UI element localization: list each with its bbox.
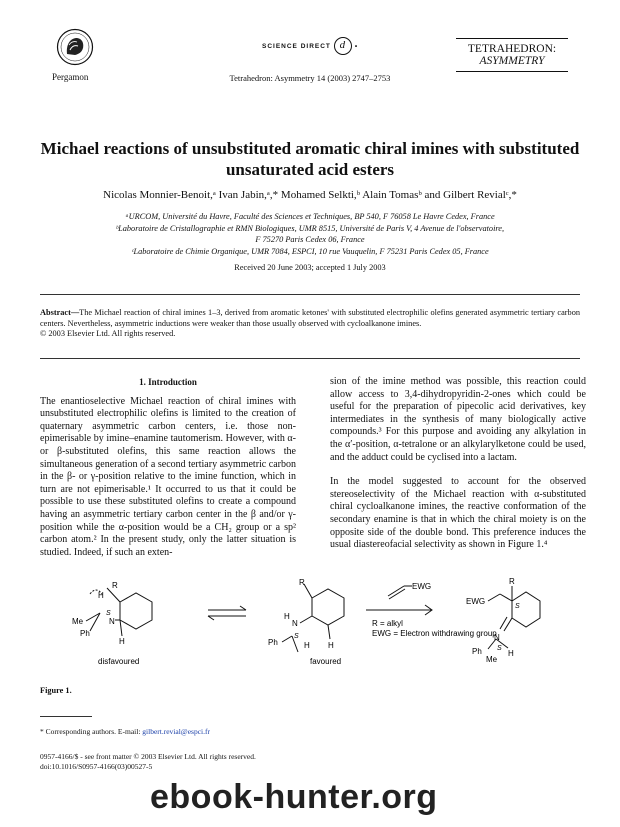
fig-label-Ph: Ph (80, 629, 90, 638)
fig-label-H: H (119, 637, 125, 646)
footnote-divider (40, 716, 92, 717)
affiliation-a: ᵃURCOM, Université du Havre, Faculté des Sciences et Techniques, BP 540, F 76058 Le Havre Cedex, France (125, 212, 495, 221)
fig-label-S: S (294, 633, 299, 640)
fig-label-disfavoured: disfavoured (98, 657, 140, 666)
abstract (40, 308, 580, 340)
copyright: © 2003 Elsevier Ltd. All rights reserved. (40, 329, 176, 339)
journal-title-box (456, 38, 568, 72)
sciencedirect-logo-text: SCIENCE DIRECT (262, 42, 331, 50)
cyclohexene-ring-favoured (312, 589, 344, 625)
abstract-label: Abstract— (40, 308, 80, 317)
fig-label-S: S (106, 610, 111, 617)
paragraph: In the model suggested to account for the observed stereoselectivity of the Michael reaction with α-substituted chiral cycloalkanone imines, the reactive conformation of the secondary enamine is that in which the chiral moiety is on the opposite side of the double bond. This preference induces the usual diastereofacial selectivity as shown in Figure 1.⁴ (330, 476, 586, 551)
section-title: 1. Introduction (139, 377, 197, 387)
watermark-text: ebook-hunter.org (150, 778, 438, 816)
fig-label-S: S (497, 645, 502, 652)
received-dates: Received 20 June 2003; accepted 1 July 2003 (234, 263, 386, 272)
fig-condition-EWG: EWG = Electron withdrawing group (372, 629, 497, 638)
paragraph: The enantioselective Michael reaction of chiral imines with unsubstituted electrophilic olefins is limited to the creation of quaternary asymmetric carbon centers, i.e. those non-epimerisable by imine–enamine tautomerism. However, with α- or β-substituted olefins, this same reaction allows the simultaneous generation of a second tertiary asymmetric carbon in the β- or γ-position relative to the imine function, which in turn are not epimerisable.¹ It occurred to us that it could be possible to use these substituted olefins to create a compound having an asymmetric tertiary carbon center in the β and/or γ-position while the α-position would be a CH₂ group or a sp² carbon atom.² In the present study, only the latter situation is studied. Indeed, if such an exten- (40, 395, 296, 558)
fig-label-Me: Me (486, 655, 498, 664)
fig-label-N: N (109, 617, 115, 626)
fig-label-H: H (304, 641, 310, 650)
publisher-name: Pergamon (52, 72, 89, 82)
fig-label-favoured: favoured (310, 657, 342, 666)
fig-label-Ph: Ph (472, 647, 482, 656)
sciencedirect-logo: SCIENCE DIRECT d • (262, 37, 358, 55)
affiliation-c: ᶜLaboratoire de Chimie Organique, UMR 7084, ESPCI, 10 rue Vauquelin, F 75231 Paris Cedex 05, France (131, 247, 489, 256)
column-left (40, 376, 296, 559)
email-link[interactable]: gilbert.revial@espci.fr (142, 727, 210, 736)
divider-bottom (40, 358, 580, 359)
journal-title-line2: ASYMMETRY (479, 55, 545, 67)
journal-title-line1: TETRAHEDRON: (467, 43, 557, 55)
fig-label-R: R (112, 581, 118, 590)
fig-label-H: H (98, 591, 104, 600)
footnote-prefix: * Corresponding authors. E-mail: (40, 727, 143, 736)
article-title: Michael reactions of unsubstituted aromatic chiral imines with substituted unsaturated acid esters (40, 139, 580, 179)
publisher-logo (56, 28, 94, 66)
journal-citation: Tetrahedron: Asymmetry 14 (2003) 2747–2753 (229, 73, 391, 83)
author-list: Nicolas Monnier-Benoit,ᵃ Ivan Jabin,ᵃ,* Mohamed Selkti,ᵇ Alain Tomasᵇ and Gilbert Revialᶜ,* (103, 189, 517, 201)
fig-label-N: N (292, 619, 298, 628)
fig-label-R: R (299, 578, 305, 587)
footnote (40, 727, 210, 736)
figure-1-scheme (60, 576, 580, 694)
fig-label-H: H (284, 612, 290, 621)
fig-label-S: S (515, 603, 520, 610)
paragraph: sion of the imine method was possible, this reaction could allow access to 3,4-dihydropyridin-2-ones which could be useful for the preparation of pipecolic acid derivatives, key intermediates in the synthesis of many biologically active compounds.³ For this purpose and avoiding any alkylation in the α′-position, α-tetralone or an alkylarylketone could be used, and the adduct could be cyclised into a lactam. (330, 376, 586, 463)
column-right (330, 376, 586, 552)
affiliation-b: ᵇLaboratoire de Cristallographie et RMN Biologiques, UMR 8515, Université de Paris V, 4 Avenue de l'observatoire, (115, 224, 505, 233)
fig-condition-R: R = alkyl (372, 619, 403, 628)
fig-label-H: H (328, 641, 334, 650)
fig-label-H: H (508, 649, 514, 658)
fig-label-R: R (509, 577, 515, 586)
figure-caption: Figure 1. (40, 686, 72, 695)
divider-top (40, 294, 580, 295)
cyclohexene-ring-disfavoured (120, 593, 152, 629)
fig-label-EWG: EWG (466, 597, 486, 606)
sciencedirect-d-icon: d (334, 37, 352, 55)
doi[interactable]: doi:10.1016/S0957-4166(03)00527-5 (40, 762, 153, 771)
fig-label-Ph: Ph (268, 638, 278, 647)
abstract-text: The Michael reaction of chiral imines 1–3, derived from aromatic ketones' with substituted electrophilic olefins generated asymmetric tertiary carbon centers. Nevertheless, asymmetric inductions were weaker than those usually observed with cycloalkanone imines. (40, 308, 580, 328)
affiliation-b-cont: F 75270 Paris Cedex 06, France (255, 235, 365, 244)
fig-label-EWG: EWG (412, 582, 432, 591)
fig-label-Me: Me (72, 617, 84, 626)
front-matter: 0957-4166/$ - see front matter © 2003 Elsevier Ltd. All rights reserved. (40, 752, 256, 761)
fig-label-N: N (494, 633, 500, 642)
